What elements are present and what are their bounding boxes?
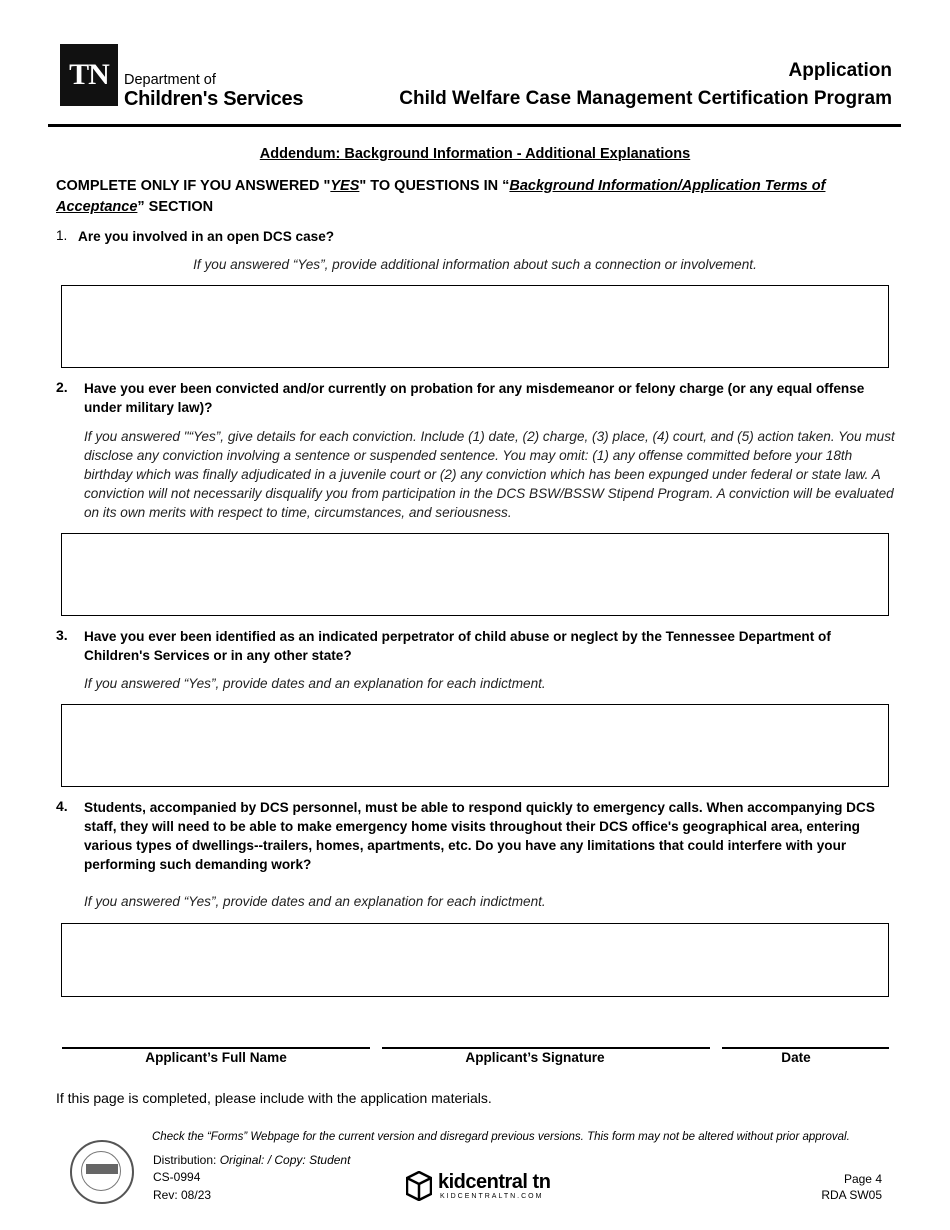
dept-name-line2: Children's Services	[124, 88, 304, 110]
forms-check-note: Check the “Forms” Webpage for the current version and disregard previous versions. This form may not be altered without prior approval.	[152, 1131, 850, 1143]
question-2-text: Have you ever been convicted and/or currently on probation for any misdemeanor or felony charge (or any equal offense under military law)?	[84, 381, 865, 415]
form-title: Application	[788, 60, 892, 81]
instruction-middle: " TO QUESTIONS IN “	[359, 178, 510, 194]
question-3-number: 3.	[56, 627, 68, 643]
distribution-label: Distribution:	[153, 1153, 217, 1167]
form-number: CS-0994	[153, 1170, 201, 1184]
question-4-text: Students, accompanied by DCS personnel, must be able to respond quickly to emergency calls. When accompanying DCS staff, they will need to be able to make emergency home visits throughout their DCS office's geographical area, entering various types of dwellings--trailers, homes, apartments, etc. Do you have any limitations that could interfere with your performing such demanding work?	[84, 800, 875, 872]
addendum-title: Addendum: Background Information - Additional Explanations	[259, 146, 691, 162]
revision-date: Rev: 08/23	[153, 1188, 212, 1202]
tn-logo-mark: TN	[60, 44, 118, 106]
distribution-value: Original: / Copy: Student	[219, 1153, 351, 1167]
question-3-answer-field[interactable]	[61, 704, 889, 787]
dept-name-line1: Department of	[124, 72, 216, 88]
rda-code: RDA SW05	[821, 1188, 882, 1202]
question-1-text: Are you involved in an open DCS case?	[78, 229, 335, 244]
question-3-text: Have you ever been identified as an indicated perpetrator of child abuse or neglect by the Tennessee Department of Children's Services or in any other state?	[84, 629, 831, 663]
instruction-prefix: COMPLETE ONLY IF YOU ANSWERED "	[56, 178, 331, 194]
page-number: Page 4	[843, 1172, 882, 1186]
instruction-section-ref: Background Information/Application Terms of Acceptance	[56, 178, 826, 215]
distribution-line	[153, 1153, 350, 1167]
header-divider	[48, 124, 901, 127]
kidcentral-logo-name: kidcentral tn	[438, 1171, 551, 1193]
kidcentral-cube-icon	[406, 1171, 432, 1201]
full-name-label: Applicant’s Full Name	[145, 1050, 287, 1065]
question-1-number: 1.	[56, 228, 68, 243]
date-label: Date	[781, 1050, 811, 1065]
question-1-note: If you answered “Yes”, provide additional information about such a connection or involvement.	[193, 257, 757, 272]
tennessee-seal-icon	[70, 1140, 134, 1204]
kidcentral-logo-url: KIDCENTRALTN.COM	[440, 1193, 544, 1200]
question-2-note: If you answered "“Yes”, give details for each conviction. Include (1) date, (2) charge, (3) place, (4) court, and (5) action taken. You must disclose any conviction involving a sentence or suspended sentence. You may omit: (1) any offense committed before your 18th birthday which was finally adjudicated in a juvenile court or (2) any conviction which has been expunged under federal or state law. A conviction will not necessarily disqualify you from participation in the DCS BSW/BSSW Stipend Program. A conviction will be evaluated on its own merits with respect to time, circumstances, and seriousness.	[84, 429, 895, 520]
full-name-line[interactable]	[62, 1047, 370, 1049]
question-2-answer-field[interactable]	[61, 533, 889, 616]
instruction-text	[56, 176, 896, 218]
question-2-number: 2.	[56, 379, 68, 395]
question-4-answer-field[interactable]	[61, 923, 889, 997]
question-4-number: 4.	[56, 798, 68, 814]
program-title: Child Welfare Case Management Certification Program	[399, 88, 892, 109]
question-4-note: If you answered “Yes”, provide dates and an explanation for each indictment.	[84, 894, 546, 909]
signature-line[interactable]	[382, 1047, 710, 1049]
signature-label: Applicant’s Signature	[465, 1050, 605, 1065]
instruction-yes: YES	[330, 178, 360, 194]
date-line[interactable]	[722, 1047, 889, 1049]
question-1-answer-field[interactable]	[61, 285, 889, 368]
question-3-note: If you answered “Yes”, provide dates and an explanation for each indictment.	[84, 676, 546, 691]
instruction-suffix: ” SECTION	[137, 199, 214, 215]
include-note: If this page is completed, please include with the application materials.	[56, 1090, 492, 1106]
